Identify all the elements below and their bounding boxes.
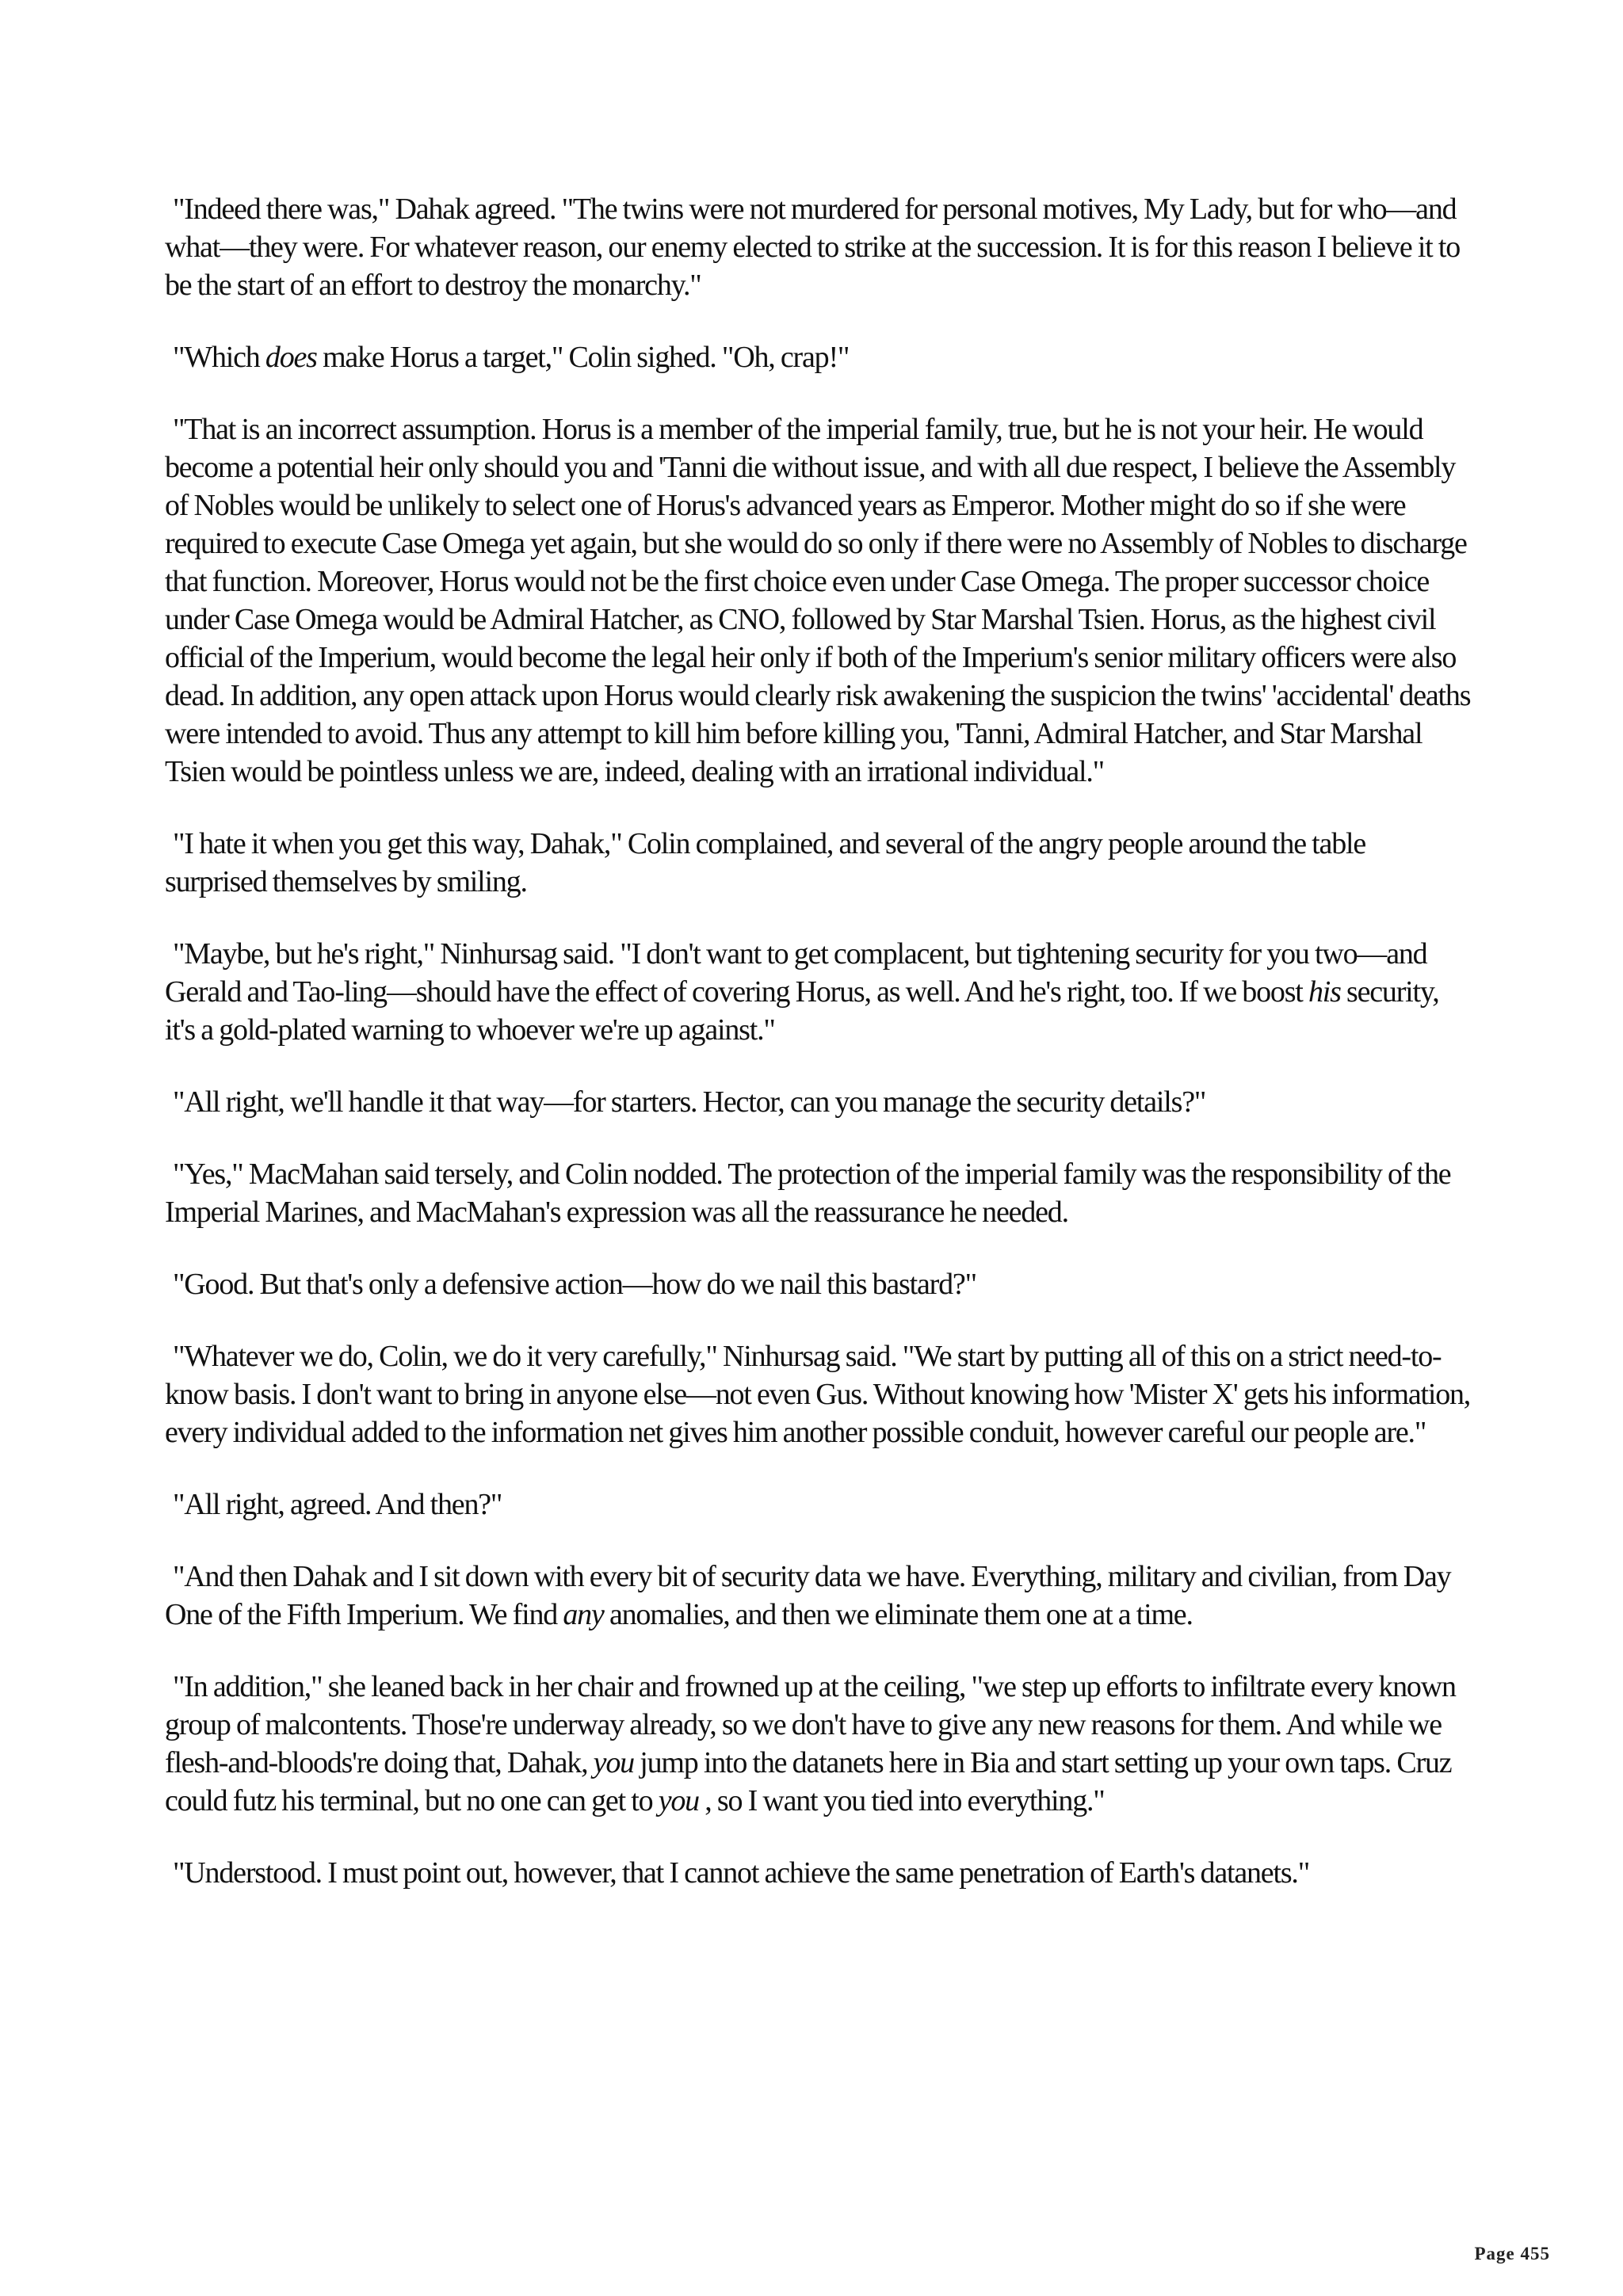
paragraph — [165, 190, 1472, 304]
paragraph-text: "In addition," she leaned back in her chair and frowned up at the ceiling, "we step up efforts to infiltrate every known group of malcontents. Those're underway already, so we don't have to give any new reasons for them. And while we flesh-and-bloods're doing that, Dahak, — [165, 1670, 1456, 1779]
paragraph-text: "I hate it when you get this way, Dahak," Colin complained, and several of the angry people around the table surprised themselves by smiling. — [165, 827, 1366, 898]
paragraph — [165, 1854, 1472, 1892]
page-number: Page 455 — [1474, 2244, 1550, 2264]
paragraph-text: , so I want you tied into everything." — [698, 1784, 1105, 1817]
paragraph — [165, 1668, 1472, 1820]
paragraph-text: security, it's a gold-plated warning to whoever we're up against." — [165, 975, 1439, 1047]
emphasis-text: you — [593, 1746, 634, 1779]
paragraph — [165, 1486, 1472, 1524]
paragraph-text: "Which — [173, 341, 265, 374]
paragraph — [165, 935, 1472, 1049]
paragraph-text: "All right, we'll handle it that way—for starters. Hector, can you manage the security details?" — [173, 1085, 1206, 1119]
paragraph-text: "And then Dahak and I sit down with every bit of security data we have. Everything, military and civilian, from Day One of the Fifth Imperium. We find — [165, 1560, 1451, 1631]
paragraph — [165, 1155, 1472, 1231]
paragraph-text: "All right, agreed. And then?" — [173, 1488, 502, 1521]
emphasis-text: his — [1308, 975, 1341, 1009]
paragraph-text: jump into the datanets here in Bia and start setting up your own taps. Cruz could futz his terminal, but no one can get to — [165, 1746, 1452, 1817]
paragraph-text: "That is an incorrect assumption. Horus is a member of the imperial family, true, but he is not your heir. He would become a potential heir only should you and 'Tanni die without issue, and with all due respect, I believe the Assembly of Nobles would be unlikely to select one of Horus's advanced years as Emperor. Mother might do so if she were required to execute Case Omega yet again, but she would do so only if there were no Assembly of Nobles to discharge that function. Moreover, Horus would not be the first choice even under Case Omega. The proper successor choice under Case Omega would be Admiral Hatcher, as CNO, followed by Star Marshal Tsien. Horus, as the highest civil official of the Imperium, would become the legal heir only if both of the Imperium's senior military officers were also dead. In addition, any open attack upon Horus would clearly risk awakening the suspicion the twins' 'accidental' deaths were intended to avoid. Thus any attempt to kill him before killing you, 'Tanni, Admiral Hatcher, and Star Marshal Tsien would be pointless unless we are, indeed, dealing with an irrational individual." — [165, 413, 1471, 788]
paragraph — [165, 338, 1472, 376]
paragraph-text: "Indeed there was," Dahak agreed. "The twins were not murdered for personal motives, My Lady, but for who—and what—they were. For whatever reason, our enemy elected to strike at the succession. It is for this reason I believe it to be the start of an effort to destroy the monarchy." — [165, 193, 1460, 302]
paragraph — [165, 1083, 1472, 1121]
page-body — [165, 190, 1472, 1926]
paragraph-text: "Maybe, but he's right," Ninhursag said. "I don't want to get complacent, but tightening security for you two—and Gerald and Tao-ling—should have the effect of covering Horus, as well. And he's right, too. If we boost — [165, 937, 1427, 1009]
paragraph-text: make Horus a target," Colin sighed. "Oh, crap!" — [316, 341, 850, 374]
paragraph-text: "Good. But that's only a defensive action—how do we nail this bastard?" — [173, 1268, 976, 1301]
paragraph-text: anomalies, and then we eliminate them one at a time. — [603, 1598, 1193, 1631]
paragraph — [165, 1337, 1472, 1451]
paragraph — [165, 1265, 1472, 1303]
paragraph — [165, 825, 1472, 901]
emphasis-text: you — [658, 1784, 699, 1817]
paragraph — [165, 410, 1472, 791]
paragraph-text: "Understood. I must point out, however, that I cannot achieve the same penetration of Earth's datanets." — [173, 1856, 1310, 1890]
paragraph-text: "Yes," MacMahan said tersely, and Colin nodded. The protection of the imperial family was the responsibility of the Imperial Marines, and MacMahan's expression was all the reassurance he needed. — [165, 1158, 1451, 1229]
paragraph — [165, 1558, 1472, 1634]
emphasis-text: any — [563, 1598, 604, 1631]
emphasis-text: does — [265, 341, 317, 374]
paragraph-text: "Whatever we do, Colin, we do it very carefully," Ninhursag said. "We start by putting all of this on a strict need-to-know basis. I don't want to bring in anyone else—not even Gus. Without knowing how 'Mister X' gets his information, every individual added to the information net gives him another possible conduit, however careful our people are." — [165, 1340, 1471, 1449]
